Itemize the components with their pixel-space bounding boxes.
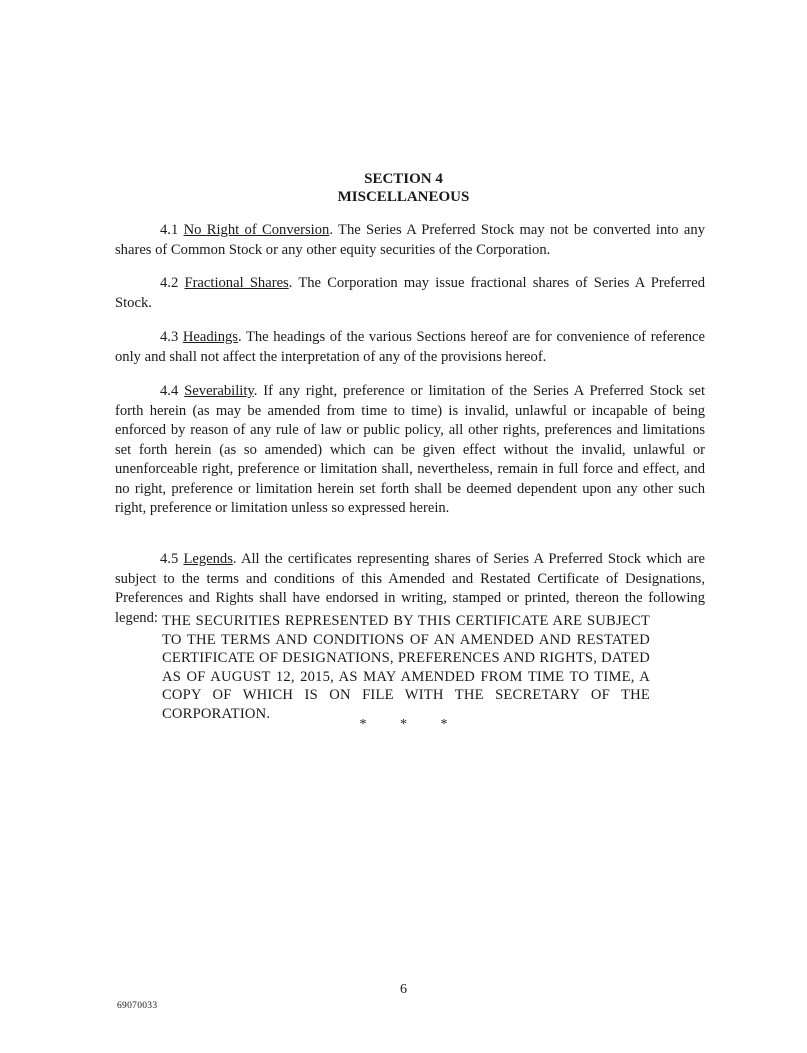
document-id: 69070033	[117, 1001, 158, 1011]
paragraph-heading: Fractional Shares	[184, 275, 289, 291]
paragraph-number: 4.4	[160, 383, 179, 399]
paragraph-text: . The Corporation may issue fractional shares of Series A Preferred Stock.	[115, 275, 705, 311]
section-title-heading: MISCELLANEOUS	[337, 189, 470, 205]
paragraph-text: . The Series A Preferred Stock may not be converted into any shares of Common Stock or any other equity securities of the Corporation.	[115, 222, 706, 258]
paragraph-heading: Severability	[184, 383, 254, 399]
paragraph-text: . All the certificates representing shares of Series A Preferred Stock which are subject to the terms and conditions of this Amended and Restated Certificate of Designations, Preferences and Rights shall have endorsed in writing, stamped or printed, thereon the following legend:	[115, 551, 705, 626]
paragraph-4-2	[115, 274, 705, 313]
paragraph-number: 4.1	[160, 222, 179, 238]
paragraph-number: 4.5	[160, 551, 179, 567]
paragraph-heading: Legends	[183, 551, 233, 567]
paragraph-text: . The headings of the various Sections hereof are for convenience of reference only and shall not affect the interpretation of any of the provisions hereof.	[115, 329, 705, 365]
page-number: 6	[400, 982, 407, 997]
paragraph-heading: No Right of Conversion	[183, 222, 330, 238]
paragraph-number: 4.3	[160, 329, 179, 345]
end-of-section-marks: * * *	[359, 717, 448, 732]
paragraph-4-4	[115, 382, 705, 519]
paragraph-number: 4.2	[160, 275, 179, 291]
paragraph-4-1	[115, 221, 705, 260]
paragraph-text: . If any right, preference or limitation of the Series A Preferred Stock set forth herein (as may be amended from time to time) is invalid, unlawful or incapable of being enforced by reason of any rule of law or public policy, all other rights, preferences and limitations set forth herein (as so amended) which can be given effect without the invalid, unlawful or unenforceable right, preference or limitation shall, nevertheless, remain in full force and effect, and no right, preference or limitation herein set forth shall be deemed dependent upon any other such right, preference or limitation unless so expressed herein.	[115, 383, 705, 516]
certificate-legend-text: THE SECURITIES REPRESENTED BY THIS CERTIFICATE ARE SUBJECT TO THE TERMS AND CONDITIONS OF AN AMENDED AND RESTATED CERTIFICATE OF DESIGNATIONS, PREFERENCES AND RIGHTS, DATED AS OF AUGUST 12, 2015, AS MAY AMENDED FROM TIME TO TIME, A COPY OF WHICH IS ON FILE WITH THE SECRETARY OF THE CORPORATION.	[162, 613, 650, 722]
paragraph-heading: Headings	[182, 329, 238, 345]
paragraph-4-3	[115, 328, 705, 367]
section-number-heading: SECTION 4	[364, 171, 443, 187]
